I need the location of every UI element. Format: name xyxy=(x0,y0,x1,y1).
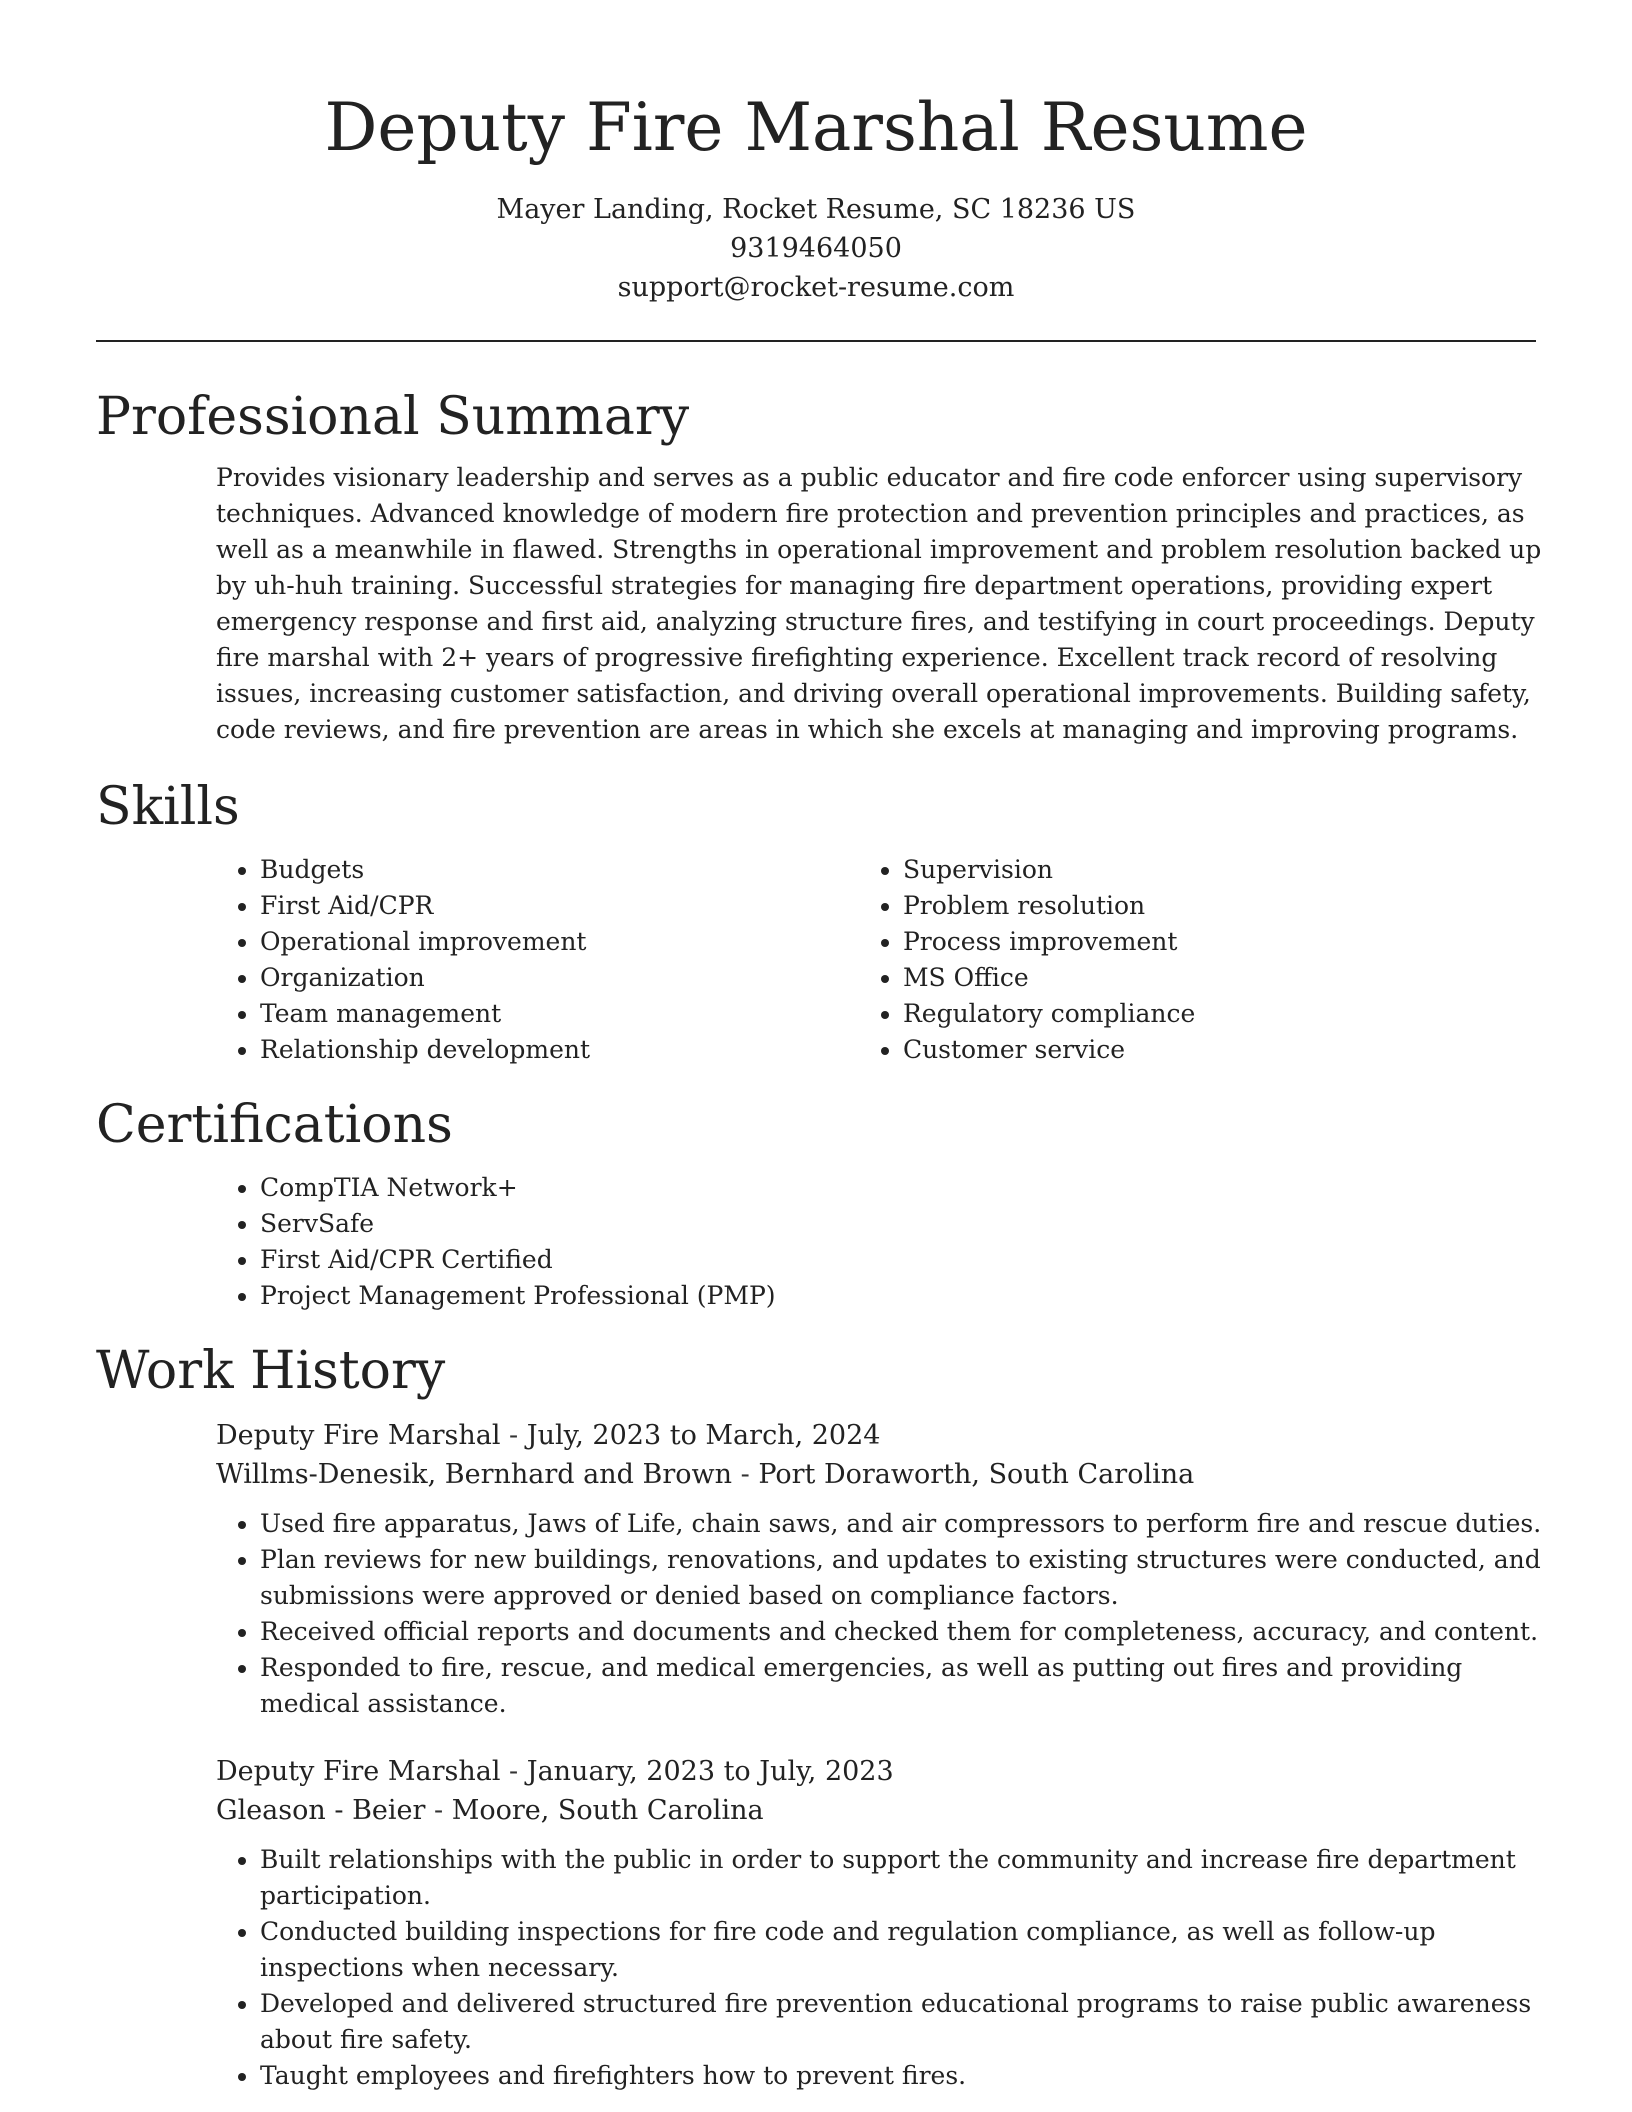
job-location: Port Doraworth, South Carolina xyxy=(758,1459,1195,1490)
contact-email: support@rocket-resume.com xyxy=(617,272,1015,303)
job-title: Deputy Fire Marshal xyxy=(216,1756,501,1787)
skill-item: • Organization xyxy=(260,960,903,996)
job-bullet: • Conducted building inspections for fire code and regulation compliance, as well as follow-up inspections when necessary. xyxy=(260,1914,1550,1986)
work-history-heading: Work History xyxy=(96,1341,446,1401)
skill-item: • MS Office xyxy=(903,960,1536,996)
job-bullets xyxy=(216,1842,1550,2094)
job-dates: January, 2023 to July, 2023 xyxy=(526,1756,894,1787)
job-entry xyxy=(216,1752,1536,2094)
skill-item: • Team management xyxy=(260,996,903,1032)
job-bullets xyxy=(216,1506,1550,1722)
job-title-line xyxy=(216,1416,1536,1455)
summary-heading: Professional Summary xyxy=(96,387,690,447)
resume-header xyxy=(96,0,1536,307)
skill-item: • Operational improvement xyxy=(260,924,903,960)
skill-item: • Problem resolution xyxy=(903,888,1536,924)
job-company-line xyxy=(216,1791,1536,1830)
job-location: Moore, South Carolina xyxy=(451,1795,764,1826)
summary-text: Provides visionary leadership and serves as a public educator and fire code enforcer using supervisory techniques. Advanced knowledge of modern fire protection and prevention principles and practices, as well as a meanwhile in flawed. Strengths in operational improvement and problem resolution backed up by uh-huh training. Successful strategies for managing fire department operations, providing expert emergency response and first aid, analyzing structure fires, and testifying in court proceedings. Deputy fire marshal with 2+ years of progressive firefighting experience. Excellent track record of resolving issues, increasing customer satisfaction, and driving overall operational improvements. Building safety, code reviews, and fire prevention are areas in which she excels at managing and improving programs. xyxy=(216,463,1542,744)
job-title: Deputy Fire Marshal xyxy=(216,1420,501,1451)
skills-heading: Skills xyxy=(96,777,240,837)
job-bullet: • Responded to fire, rescue, and medical emergencies, as well as putting out fires and providing medical assistance. xyxy=(260,1650,1550,1722)
separator: - xyxy=(425,1795,452,1826)
job-entry xyxy=(216,1416,1542,1722)
skill-item: • Process improvement xyxy=(903,924,1536,960)
contact-address: Mayer Landing, Rocket Resume, SC 18236 US xyxy=(496,194,1136,225)
skill-item: • First Aid/CPR xyxy=(260,888,903,924)
skill-item: • Customer service xyxy=(903,1032,1536,1068)
skill-item: • Supervision xyxy=(903,852,1536,888)
skill-item: • Regulatory compliance xyxy=(903,996,1536,1032)
job-bullet: • Used fire apparatus, Jaws of Life, chain saws, and air compressors to perform fire and rescue duties. xyxy=(260,1506,1550,1542)
separator: - xyxy=(500,1420,527,1451)
contact-block xyxy=(96,190,1536,307)
contact-phone: 9319464050 xyxy=(730,233,902,264)
certification-item: • CompTIA Network+ xyxy=(260,1170,1536,1206)
job-bullet: • Developed and delivered structured fire prevention educational programs to raise public awareness about fire safety. xyxy=(260,1986,1550,2058)
skills-left-column xyxy=(96,852,903,1068)
job-dates: July, 2023 to March, 2024 xyxy=(526,1420,881,1451)
certification-item: • ServSafe xyxy=(260,1206,1536,1242)
certifications-heading: Certifications xyxy=(96,1095,453,1155)
skill-item: • Budgets xyxy=(260,852,903,888)
resume-title: Deputy Fire Marshal Resume xyxy=(324,89,1308,166)
resume-page xyxy=(96,0,1542,2094)
job-company-line xyxy=(216,1455,1536,1494)
job-company: Willms-Denesik, Bernhard and Brown xyxy=(216,1459,733,1490)
certification-item: • First Aid/CPR Certified xyxy=(260,1242,1536,1278)
skills-right-column xyxy=(903,852,1536,1068)
job-bullet: • Built relationships with the public in order to support the community and increase fire department participation. xyxy=(260,1842,1550,1914)
certifications-list xyxy=(96,1170,1536,1314)
certification-item: • Project Management Professional (PMP) xyxy=(260,1278,1536,1314)
separator: - xyxy=(500,1756,527,1787)
job-bullet: • Plan reviews for new buildings, renovations, and updates to existing structures were conducted, and submissions were approved or denied based on compliance factors. xyxy=(260,1542,1550,1614)
header-divider xyxy=(96,340,1536,342)
job-bullet: • Taught employees and firefighters how to prevent fires. xyxy=(260,2058,1550,2094)
job-company: Gleason - Beier xyxy=(216,1795,426,1826)
skills-grid xyxy=(96,852,1536,1068)
skill-item: • Relationship development xyxy=(260,1032,903,1068)
separator: - xyxy=(732,1459,759,1490)
job-bullet: • Received official reports and documents and checked them for completeness, accuracy, and content. xyxy=(260,1614,1550,1650)
job-title-line xyxy=(216,1752,1536,1791)
